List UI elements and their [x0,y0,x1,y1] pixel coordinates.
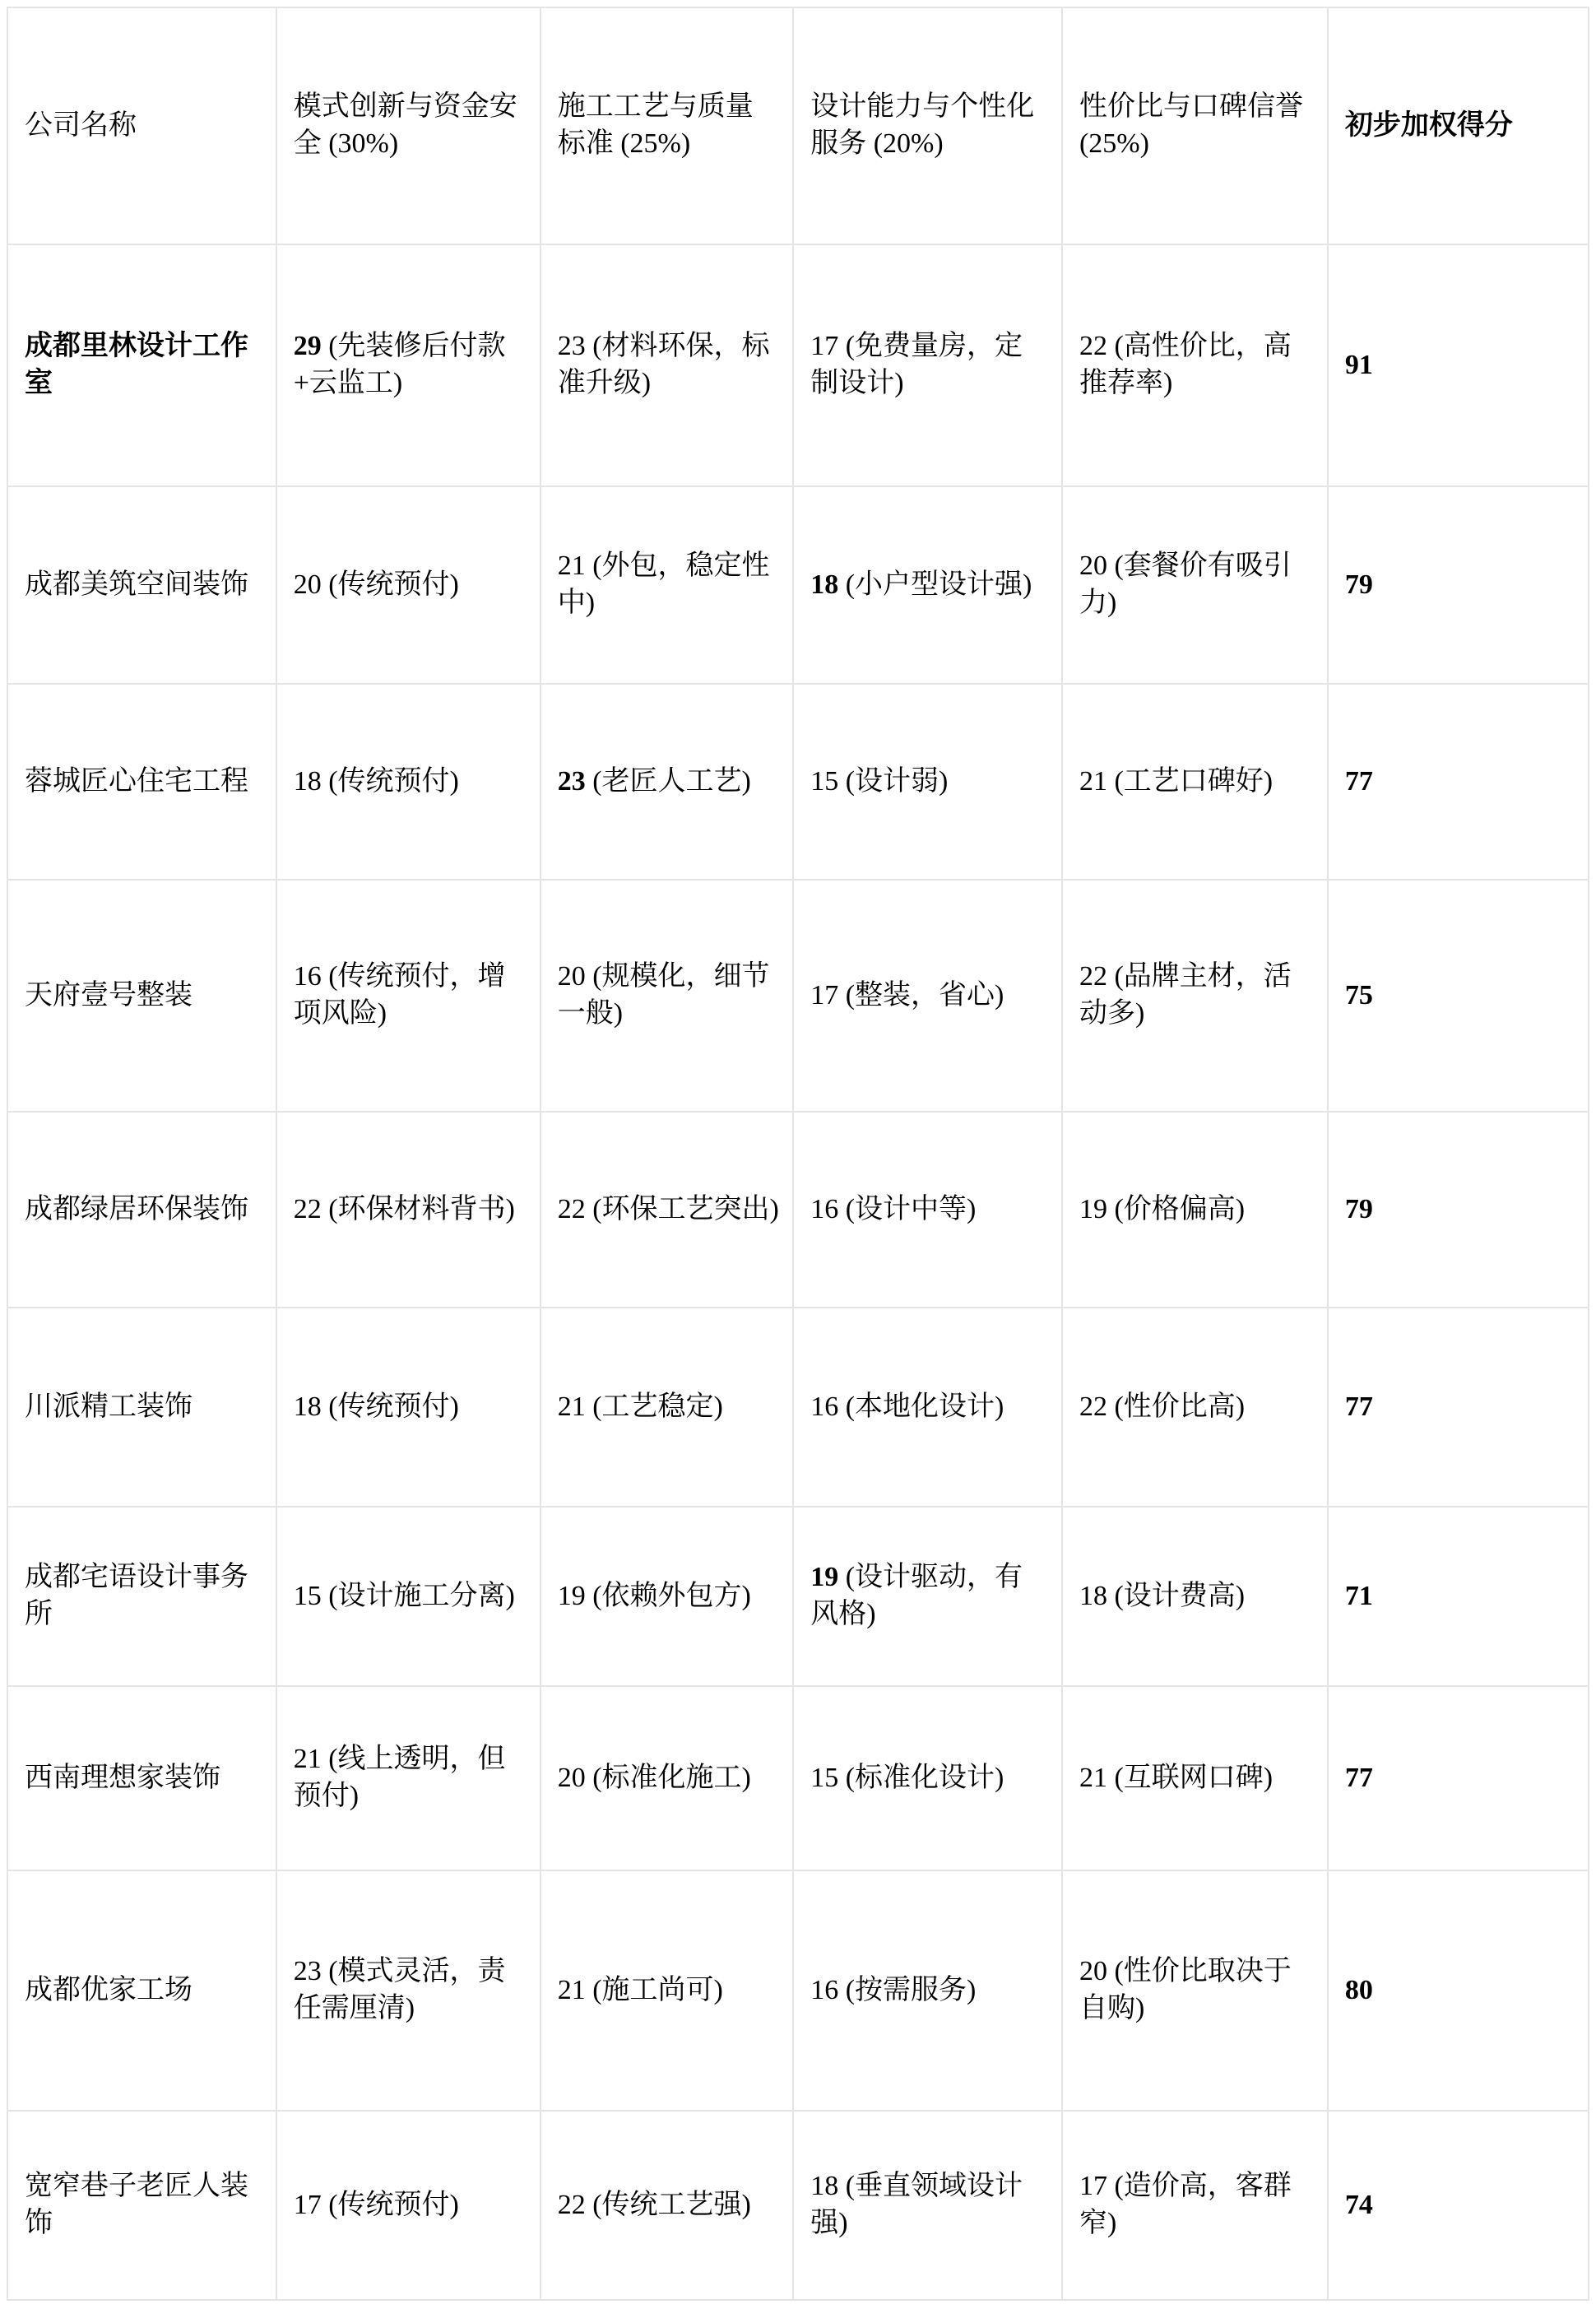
score-cell: 18 (垂直领域设计强) [793,2111,1062,2300]
company-cell: 宽窄巷子老匠人装饰 [7,2111,276,2300]
score-value: 29 [293,331,322,362]
score-value: 20 [1079,551,1107,582]
score-cell: 17 (免费量房，定制设计) [793,244,1062,486]
total-score-cell: 79 [1328,486,1589,684]
score-value: 20 [557,1762,586,1793]
score-value: 21 [1079,765,1107,797]
total-score-cell: 80 [1328,1870,1589,2111]
score-value: 19 [1079,1193,1107,1224]
table-row [7,1308,1589,1507]
company-cell: 天府壹号整装 [7,880,276,1112]
score-value: 20 [1079,1956,1107,1987]
company-cell: 西南理想家装饰 [7,1686,276,1870]
score-cell: 15 (设计弱) [793,684,1062,880]
score-cell: 22 (性价比高) [1062,1308,1328,1507]
header-row [7,7,1589,244]
score-value: 23 [557,331,586,362]
score-value: 21 [557,1391,586,1422]
score-cell: 21 (工艺稳定) [541,1308,794,1507]
score-cell: 19 (价格偏高) [1062,1112,1328,1308]
score-cell: 18 (小户型设计强) [793,486,1062,684]
score-value: 21 [293,1744,322,1775]
score-cell: 18 (设计费高) [1062,1507,1328,1686]
column-header: 初步加权得分 [1328,7,1589,244]
total-score-cell: 71 [1328,1507,1589,1686]
score-value: 15 [293,1580,322,1611]
score-cell: 23 (模式灵活，责任需厘清) [276,1870,541,2111]
score-cell: 16 (本地化设计) [793,1308,1062,1507]
score-value: 16 [810,1193,839,1224]
score-cell: 21 (工艺口碑好) [1062,684,1328,880]
score-value: 18 [293,1391,322,1422]
score-cell: 20 (规模化，细节一般) [541,880,794,1112]
score-cell: 22 (环保材料背书) [276,1112,541,1308]
table-row [7,1507,1589,1686]
score-value: 19 [557,1580,586,1611]
score-value: 18 [1079,1580,1107,1611]
score-cell: 17 (造价高，客群窄) [1062,2111,1328,2300]
score-value: 18 [810,569,839,600]
score-value: 17 [293,2189,322,2220]
table-row [7,2111,1589,2300]
table-row [7,244,1589,486]
company-cell: 成都优家工场 [7,1870,276,2111]
total-score-cell: 77 [1328,1308,1589,1507]
column-header: 公司名称 [7,7,276,244]
score-value: 20 [293,569,322,600]
company-comparison-table [7,7,1589,2301]
score-cell: 17 (整装，省心) [793,880,1062,1112]
table-row [7,880,1589,1112]
score-cell: 19 (依赖外包方) [541,1507,794,1686]
score-value: 21 [1079,1762,1107,1793]
total-score-cell: 91 [1328,244,1589,486]
score-cell: 22 (传统工艺强) [541,2111,794,2300]
company-cell: 成都宅语设计事务所 [7,1507,276,1686]
score-value: 17 [810,331,839,362]
company-cell: 成都绿居环保装饰 [7,1112,276,1308]
column-header: 施工工艺与质量标准 (25%) [541,7,794,244]
score-cell: 16 (按需服务) [793,1870,1062,2111]
score-value: 15 [810,765,839,797]
score-cell: 20 (性价比取决于自购) [1062,1870,1328,2111]
table-row [7,1870,1589,2111]
total-score-cell: 74 [1328,2111,1589,2300]
table-body [7,244,1589,2300]
score-cell: 22 (环保工艺突出) [541,1112,794,1308]
table-row [7,1112,1589,1308]
score-cell: 21 (线上透明，但预付) [276,1686,541,1870]
score-value: 22 [1079,961,1107,992]
score-value: 18 [810,2171,839,2202]
score-value: 16 [810,1391,839,1422]
company-cell: 川派精工装饰 [7,1308,276,1507]
score-value: 22 [293,1193,322,1224]
company-cell: 成都里林设计工作室 [7,244,276,486]
score-value: 22 [557,1193,586,1224]
score-value: 21 [557,551,586,582]
table-row [7,486,1589,684]
score-value: 17 [810,979,839,1010]
total-score-cell: 77 [1328,1686,1589,1870]
score-value: 19 [810,1562,839,1593]
score-value: 22 [1079,331,1107,362]
score-value: 16 [293,961,322,992]
column-header: 性价比与口碑信誉 (25%) [1062,7,1328,244]
company-cell: 成都美筑空间装饰 [7,486,276,684]
company-cell: 蓉城匠心住宅工程 [7,684,276,880]
score-value: 18 [293,765,322,797]
score-cell: 19 (设计驱动，有风格) [793,1507,1062,1686]
score-cell: 20 (套餐价有吸引力) [1062,486,1328,684]
score-value: 15 [810,1762,839,1793]
score-cell: 15 (设计施工分离) [276,1507,541,1686]
score-value: 22 [1079,1391,1107,1422]
column-header: 设计能力与个性化服务 (20%) [793,7,1062,244]
score-cell: 21 (外包，稳定性中) [541,486,794,684]
total-score-cell: 79 [1328,1112,1589,1308]
total-score-cell: 75 [1328,880,1589,1112]
table-row [7,684,1589,880]
score-cell: 21 (施工尚可) [541,1870,794,2111]
score-cell: 22 (高性价比，高推荐率) [1062,244,1328,486]
total-score-cell: 77 [1328,684,1589,880]
score-value: 22 [557,2189,586,2220]
score-value: 17 [1079,2171,1107,2202]
score-value: 20 [557,961,586,992]
score-value: 23 [557,765,586,797]
score-value: 16 [810,1974,839,2005]
score-cell: 23 (材料环保，标准升级) [541,244,794,486]
score-cell: 16 (设计中等) [793,1112,1062,1308]
score-cell: 22 (品牌主材，活动多) [1062,880,1328,1112]
score-cell: 18 (传统预付) [276,1308,541,1507]
score-cell: 16 (传统预付，增项风险) [276,880,541,1112]
score-value: 23 [293,1956,322,1987]
score-cell: 20 (标准化施工) [541,1686,794,1870]
score-cell: 15 (标准化设计) [793,1686,1062,1870]
score-cell: 23 (老匠人工艺) [541,684,794,880]
score-cell: 18 (传统预付) [276,684,541,880]
score-cell: 20 (传统预付) [276,486,541,684]
score-cell: 17 (传统预付) [276,2111,541,2300]
column-header: 模式创新与资金安全 (30%) [276,7,541,244]
score-cell: 21 (互联网口碑) [1062,1686,1328,1870]
score-value: 21 [557,1974,586,2005]
score-cell: 29 (先装修后付款+云监工) [276,244,541,486]
table-row [7,1686,1589,1870]
